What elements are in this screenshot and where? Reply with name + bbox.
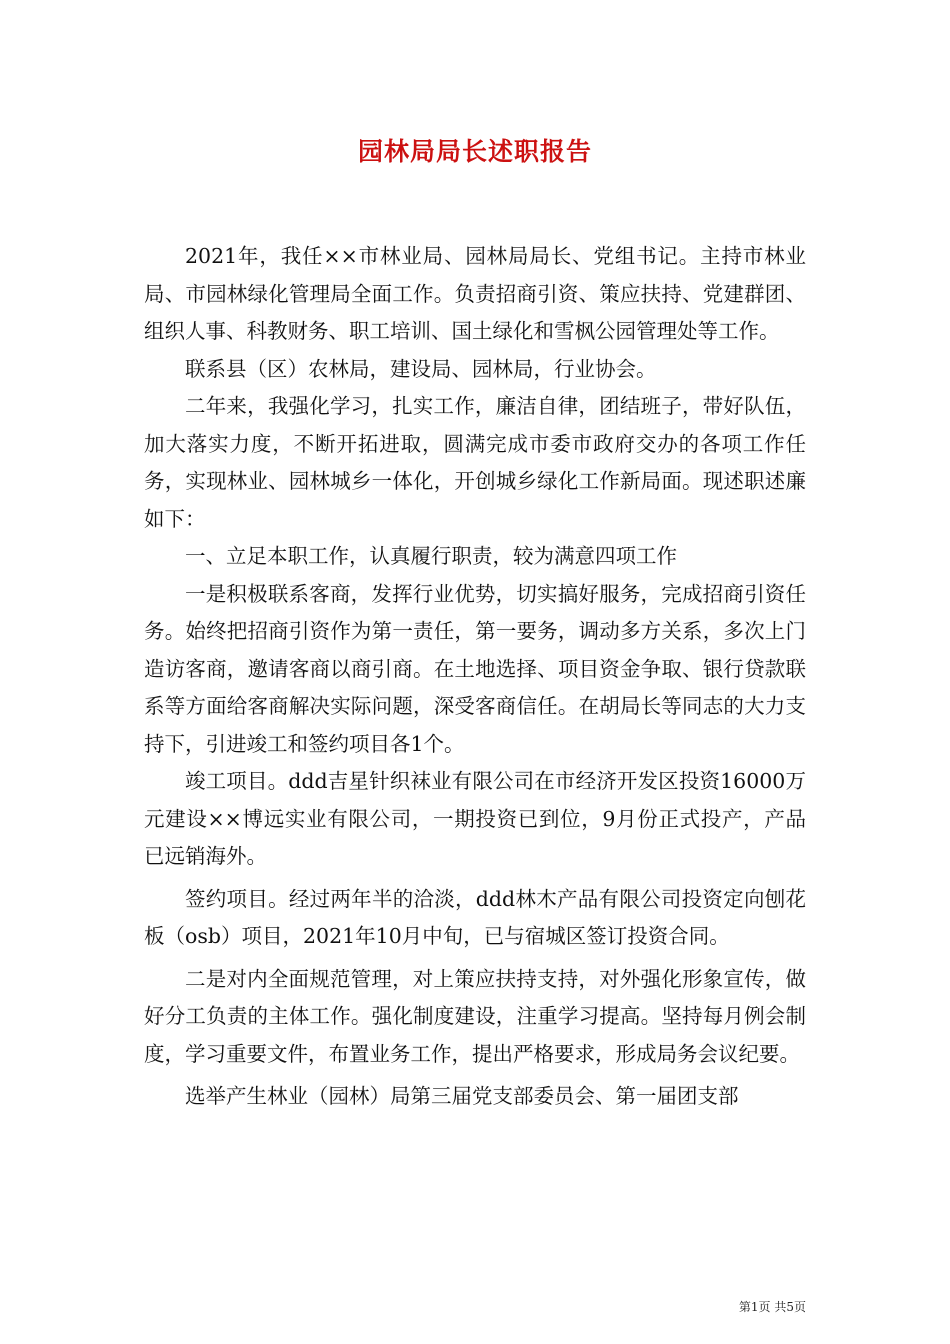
document-title: 园林局局长述职报告 (357, 137, 592, 166)
paragraph-completed-project: 竣工项目。ddd吉星针织袜业有限公司在市经济开发区投资16000万元建设××博远实业有限公司，一期投资已到位，9月份正式投产，产品已远销海外。 (144, 769, 806, 868)
paragraph-intro: 2021年，我任××市林业局、园林局局长、党组书记。主持市林业局、市园林绿化管理局全面工作。负责招商引资、策应扶持、党建群团、组织人事、科教财务、职工培训、国土绿化和雪枫公园管理处等工作。 (144, 244, 806, 343)
paragraph-section-heading: 一、立足本职工作，认真履行职责，较为满意四项工作 (185, 544, 677, 568)
paragraph-election: 选举产生林业（园林）局第三届党支部委员会、第一届团支部 (185, 1084, 739, 1108)
document-body (144, 238, 806, 1116)
paragraph-summary: 二年来，我强化学习，扎实工作，廉洁自律，团结班子，带好队伍，加大落实力度，不断开拓进取，圆满完成市委市政府交办的各项工作任务，实现林业、园林城乡一体化，开创城乡绿化工作新局面。现述职述廉如下： (144, 394, 806, 531)
paragraph-investment: 一是积极联系客商，发挥行业优势，切实搞好服务，完成招商引资任务。始终把招商引资作为第一责任，第一要务，调动多方关系，多次上门造访客商，邀请客商以商引商。在土地选择、项目资金争取、银行贷款联系等方面给客商解决实际问题，深受客商信任。在胡局长等同志的大力支持下，引进竣工和签约项目各1个。 (144, 581, 806, 756)
page-number: 第1页 共5页 (738, 1300, 806, 1314)
paragraph-signed-project: 签约项目。经过两年半的洽淡，ddd林木产品有限公司投资定向刨花板（osb）项目，2021年10月中旬，已与宿城区签订投资合同。 (144, 886, 806, 948)
paragraph-contacts: 联系县（区）农林局，建设局、园林局，行业协会。 (185, 356, 657, 381)
paragraph-management: 二是对内全面规范管理，对上策应扶持支持，对外强化形象宣传，做好分工负责的主体工作。强化制度建设，注重学习提高。坚持每月例会制度，学习重要文件，布置业务工作，提出严格要求，形成局务会议纪要。 (144, 966, 806, 1066)
